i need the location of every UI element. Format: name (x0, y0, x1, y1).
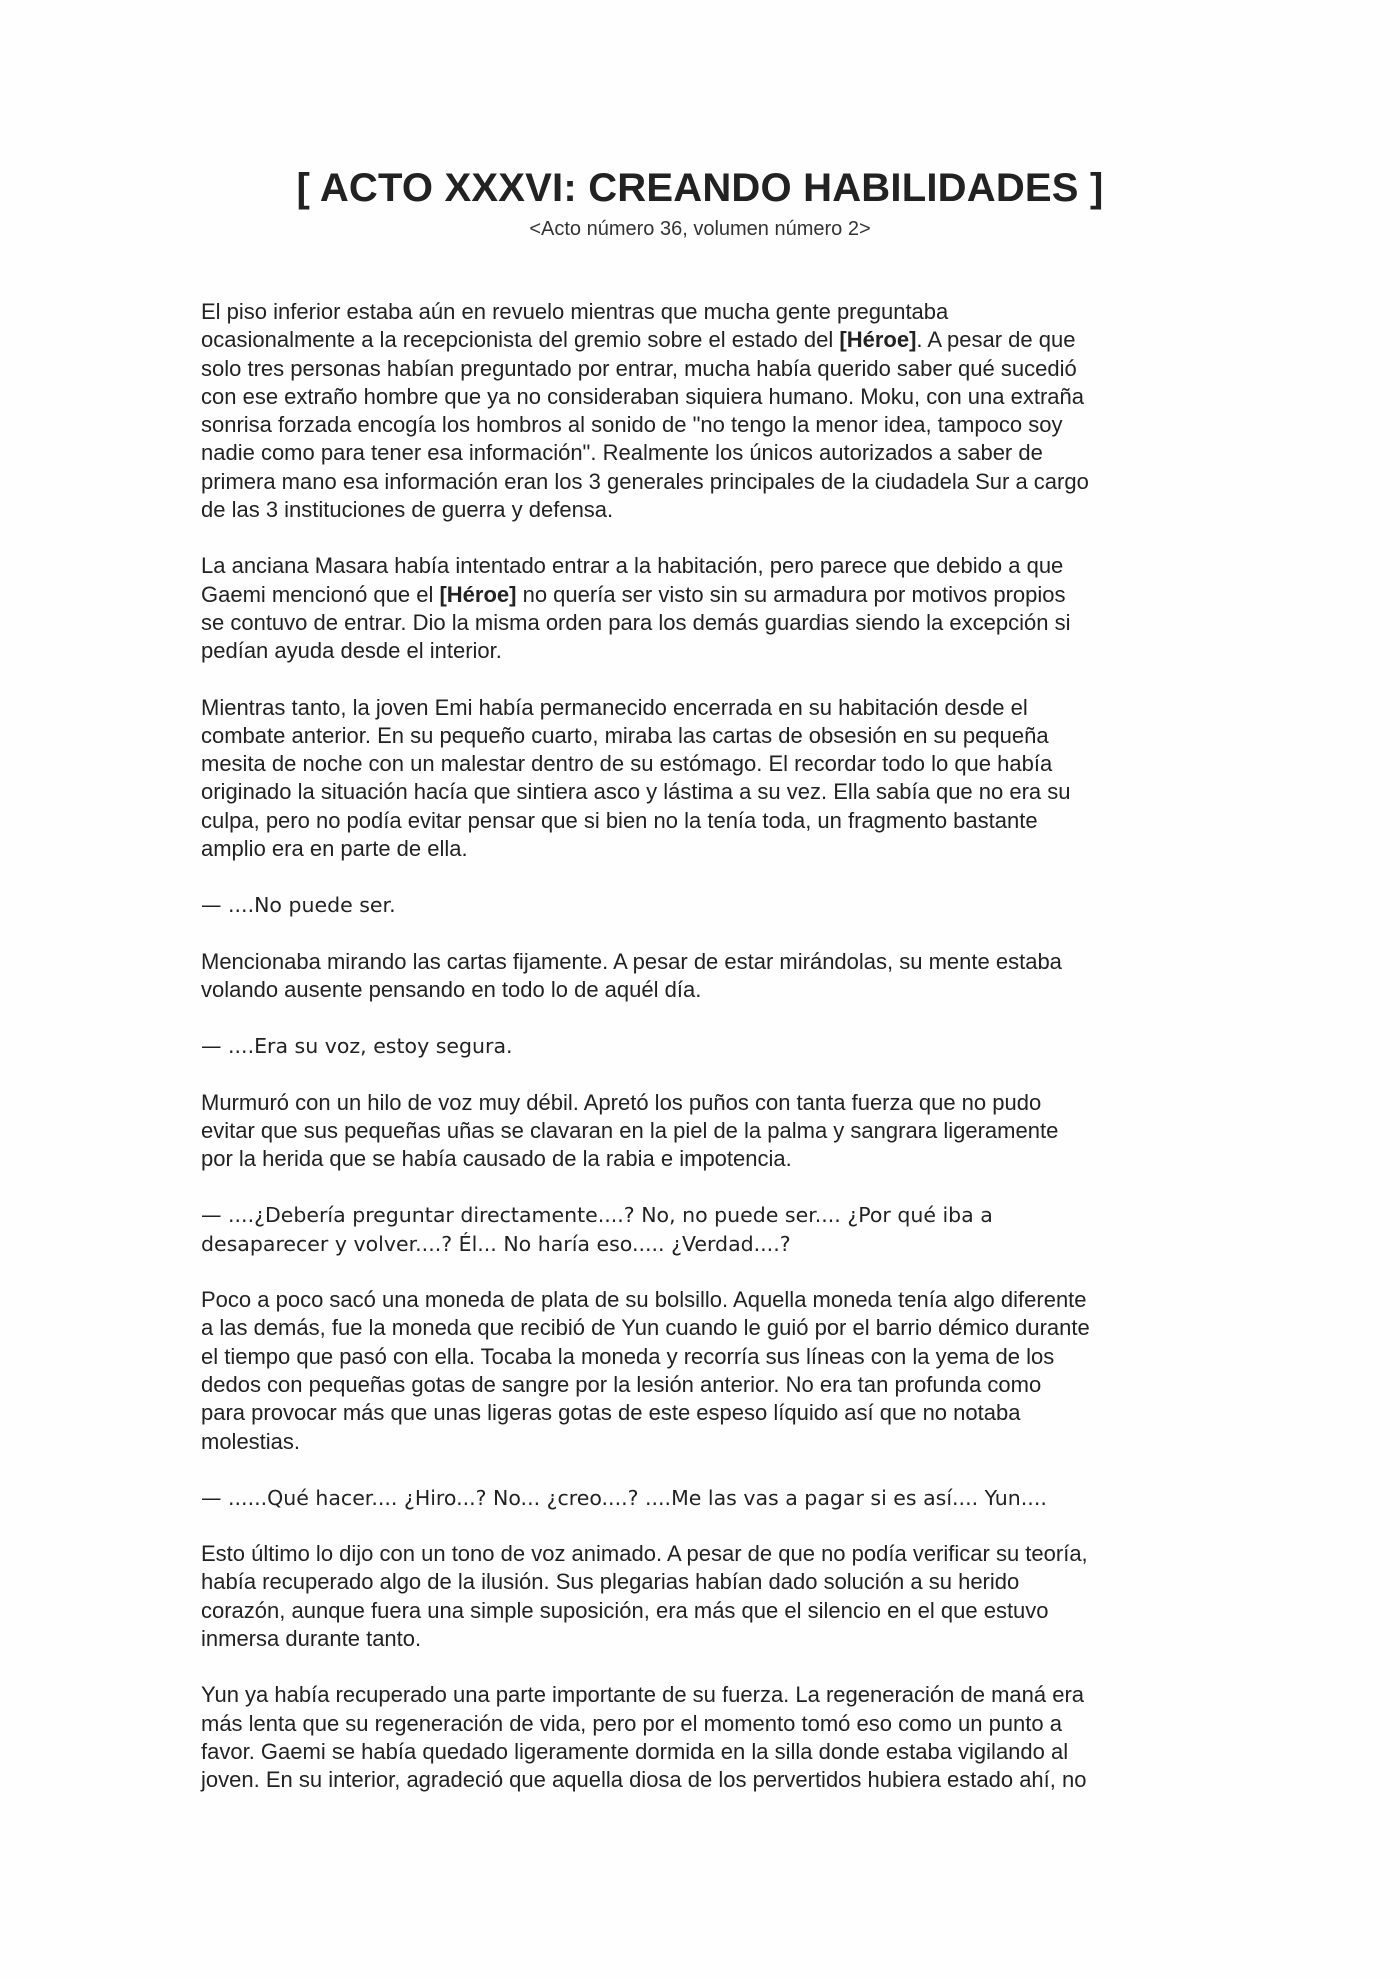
paragraph-text: Mencionaba mirando las cartas fijamente. A pesar de estar mirándolas, su mente estaba volando ausente pensando en todo lo de aquél día. (201, 948, 1062, 1002)
page-subtitle: <Acto número 36, volumen número 2> (529, 218, 871, 240)
paragraph-text: Esto último lo dijo con un tono de voz animado. A pesar de que no podía verificar su teoría, había recuperado algo de la ilusión. Sus plegarias habían dado solución a su herido corazón, aunque fuera una simple suposición, era más que el silencio en el que estuvo inmersa durante tanto. (201, 1541, 1088, 1651)
paragraph-text: Murmuró con un hilo de voz muy débil. Apretó los puños con tanta fuerza que no pudo evitar que sus pequeñas uñas se clavaran en la piel de la palma y sangrara ligeramente por la herida que se había causado de la rabia e impotencia. (201, 1089, 1059, 1172)
paragraph (201, 1286, 1201, 1456)
paragraph-text: . A pesar de que solo tres personas habían preguntado por entrar, mucha había querido saber qué sucedió con ese extraño hombre que ya no consideraban siquiera humano. Moku, con una extraña sonrisa forzada encogía los hombros al sonido de "no tengo la menor idea, tampoco soy nadie como para tener esa información". Realmente los únicos autorizados a saber de primera mano esa información eran los 3 generales principales de la ciudadela Sur a cargo de las 3 instituciones de guerra y defensa. (201, 327, 1089, 523)
document-body (201, 298, 1201, 1822)
dialog-text: — ....No puede ser. (201, 893, 396, 918)
dialog-line (201, 1201, 1201, 1258)
paragraph (201, 948, 1201, 1005)
paragraph-text: Mientras tanto, la joven Emi había permanecido encerrada en su habitación desde el combate anterior. En su pequeño cuarto, miraba las cartas de obsesión en su pequeña mesita de noche con un malestar dentro de su estómago. El recordar todo lo que había originado la situación hacía que sintiera asco y lástima a su vez. Ella sabía que no era su culpa, pero no podía evitar pensar que si bien no la tenía toda, un fragmento bastante amplio era en parte de ella. (201, 694, 1071, 862)
paragraph-text: no quería ser visto sin su armadura por motivos propios se contuvo de entrar. Dio la misma orden para los demás guardias siendo la excepción si pedían ayuda desde el interior. (201, 581, 1071, 664)
paragraph (201, 298, 1201, 524)
dialog-text: — ....Era su voz, estoy segura. (201, 1034, 513, 1059)
paragraph (201, 1540, 1201, 1653)
dialog-line (201, 1484, 1201, 1512)
dialog-text: — ......Qué hacer.... ¿Hiro...? No... ¿creo....? ....Me las vas a pagar si es así.... Yun.... (201, 1485, 1047, 1510)
bold-term: [Héroe] (439, 581, 517, 607)
paragraph (201, 1089, 1201, 1174)
dialog-text: — ....¿Debería preguntar directamente....? No, no puede ser.... ¿Por qué iba a desaparecer y volver....? Él... No haría eso..... ¿Verdad....? (201, 1203, 993, 1256)
paragraph-text: El piso inferior estaba aún en revuelo mientras que mucha gente preguntaba ocasionalmente a la recepcionista del gremio sobre el estado del (201, 299, 949, 353)
paragraph-text: Poco a poco sacó una moneda de plata de su bolsillo. Aquella moneda tenía algo diferente a las demás, fue la moneda que recibió de Yun cuando le guió por el barrio démico durante el tiempo que pasó con ella. Tocaba la moneda y recorría sus líneas con la yema de los dedos con pequeñas gotas de sangre por la lesión anterior. No era tan profunda como para provocar más que unas ligeras gotas de este espeso líquido así que no notaba molestias. (201, 1287, 1090, 1454)
dialog-line (201, 1032, 1201, 1060)
paragraph (201, 694, 1201, 864)
bold-term: [Héroe] (839, 327, 917, 353)
paragraph (201, 552, 1201, 665)
page-title: [ ACTO XXXVI: CREANDO HABILIDADES ] (296, 166, 1104, 210)
paragraph-text: Yun ya había recuperado una parte importante de su fuerza. La regeneración de maná era más lenta que su regeneración de vida, pero por el momento tomó eso como un punto a favor. Gaemi se había quedado ligeramente dormida en la silla donde estaba vigilando al joven. En su interior, agradeció que aquella diosa de los pervertidos hubiera estado ahí, no (201, 1682, 1087, 1793)
paragraph (201, 1681, 1201, 1794)
dialog-line (201, 891, 1201, 919)
paragraph-text: La anciana Masara había intentado entrar a la habitación, pero parece que debido a que Gaemi mencionó que el (201, 553, 1064, 607)
